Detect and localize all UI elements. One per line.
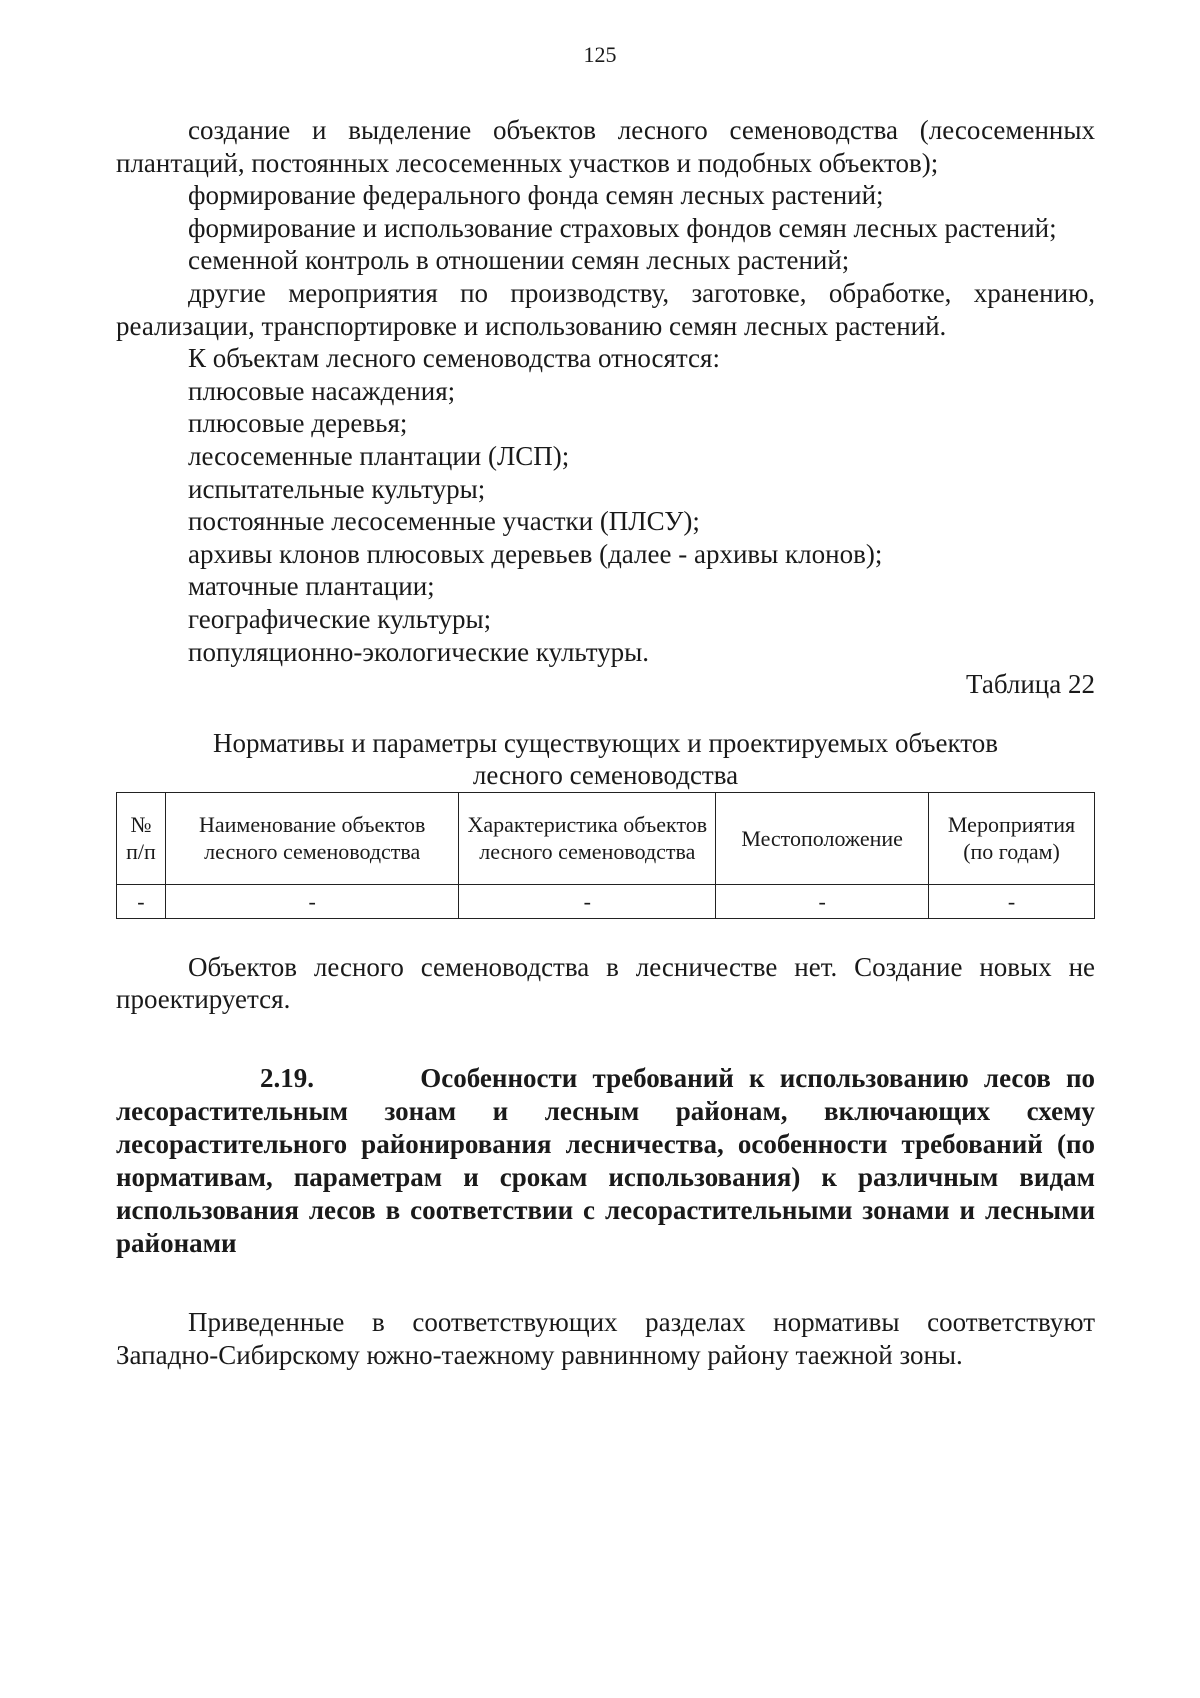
objects-list [116, 375, 1095, 668]
table-caption [116, 727, 1095, 792]
section-number: 2.19. [260, 1063, 314, 1094]
document-body [116, 114, 1095, 1371]
section-heading [116, 1062, 1095, 1260]
list-item: испытательные культуры; [188, 473, 486, 504]
column-header: Мероприятия (по годам) [929, 792, 1095, 884]
column-header: Местоположение [716, 792, 929, 884]
table-cell: - [117, 884, 166, 918]
paragraph: семенной контроль в отношении семян лесных растений; [188, 245, 850, 276]
table-cell: - [929, 884, 1095, 918]
paragraph: формирование и использование страховых фондов семян лесных растений; [188, 212, 1057, 243]
section-title: Особенности требований к использованию лесов по лесорастительным зонам и лесным районам, включающих схему лесорастительного районирования лесничества, особенности требований (по нормативам, параметрам и срокам использования) к различным видам использования лесов в соответствии с лесорастительными зонами и лесными районами [116, 1063, 1096, 1259]
intro-paragraphs [116, 114, 1095, 375]
list-item: лесосеменные плантации (ЛСП); [188, 440, 570, 471]
table-cell: - [165, 884, 459, 918]
list-item: географические культуры; [188, 603, 492, 634]
paragraph: другие мероприятия по производству, заготовке, обработке, хранению, реализации, транспортировке и использованию семян лесных растений. [116, 277, 1095, 341]
page-number: 125 [583, 42, 617, 67]
column-header: Наименование объектов лесного семеноводства [165, 792, 459, 884]
list-item: плюсовые деревья; [188, 408, 408, 439]
column-header: Характеристика объектов лесного семеноводства [459, 792, 716, 884]
list-item: маточные плантации; [188, 571, 435, 602]
table-label: Таблица 22 [966, 669, 1095, 700]
seed-objects-table [116, 792, 1095, 919]
list-item: плюсовые насаждения; [188, 375, 456, 406]
paragraph: создание и выделение объектов лесного семеноводства (лесосеменных плантаций, постоянных лесосеменных участков и подобных объектов); [116, 115, 1095, 178]
table-caption-line: лесного семеноводства [472, 760, 739, 791]
list-item: архивы клонов плюсовых деревьев (далее - архивы клонов); [188, 538, 883, 569]
list-item: популяционно-экологические культуры. [188, 636, 650, 667]
table-row [117, 884, 1095, 918]
paragraph: К объектам лесного семеноводства относятся: [188, 343, 720, 374]
table-caption-line: Нормативы и параметры существующих и проектируемых объектов [213, 727, 998, 758]
paragraph-no-objects: Объектов лесного семеноводства в лесничестве нет. Создание новых не проектируется. [116, 951, 1095, 1015]
paragraph-closing: Приведенные в соответствующих разделах нормативы соответствуют Западно-Сибирскому южно-таежному равнинному району таежной зоны. [116, 1307, 1095, 1370]
paragraph: формирование федерального фонда семян лесных растений; [188, 180, 884, 211]
table-cell: - [459, 884, 716, 918]
table-header-row [117, 792, 1095, 884]
list-item: постоянные лесосеменные участки (ПЛСУ); [188, 506, 700, 537]
column-header: № п/п [117, 792, 166, 884]
table-cell: - [716, 884, 929, 918]
